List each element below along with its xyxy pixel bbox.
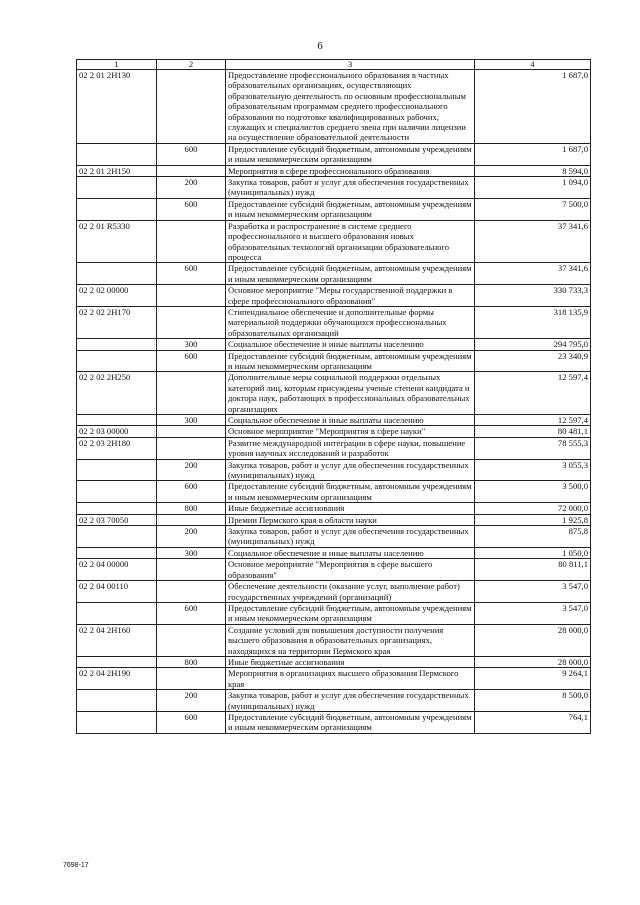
row-name-cell: Основное мероприятие "Мероприятия в сфере науки" (226, 426, 475, 437)
row-code-cell (77, 415, 157, 426)
column-header: 3 (226, 60, 475, 70)
row-amount-cell: 37 341,6 (475, 263, 591, 285)
row-expense-type-cell (157, 165, 226, 176)
table-row (77, 263, 591, 285)
row-name-cell: Предоставление субсидий бюджетным, автономным учреждениям и иным некоммерческим организациям (226, 143, 475, 165)
row-code-cell: 02 2 03 00000 (77, 426, 157, 437)
column-header: 1 (77, 60, 157, 70)
row-expense-type-cell: 300 (157, 339, 226, 350)
row-code-cell: 02 2 02 2Н250 (77, 372, 157, 415)
row-amount-cell: 80 811,1 (475, 559, 591, 581)
row-amount-cell: 12 597,4 (475, 372, 591, 415)
table-row (77, 514, 591, 525)
row-amount-cell: 764,1 (475, 711, 591, 733)
table-row (77, 177, 591, 199)
row-expense-type-cell: 600 (157, 481, 226, 503)
row-expense-type-cell: 800 (157, 656, 226, 667)
row-amount-cell: 3 547,0 (475, 581, 591, 603)
row-expense-type-cell (157, 624, 226, 656)
row-code-cell (77, 198, 157, 220)
row-amount-cell: 1 925,8 (475, 514, 591, 525)
row-name-cell: Мероприятия в организациях высшего образования Пермского края (226, 668, 475, 690)
table-row (77, 437, 591, 459)
row-amount-cell: 7 500,0 (475, 198, 591, 220)
row-code-cell: 02 2 03 2Н180 (77, 437, 157, 459)
table-row (77, 220, 591, 263)
row-code-cell (77, 263, 157, 285)
row-code-cell: 02 2 02 00000 (77, 285, 157, 307)
row-name-cell: Создание условий для повышения доступности получения высшего образования в образовательных организациях, находящихся на территории Пермского края (226, 624, 475, 656)
row-expense-type-cell: 200 (157, 526, 226, 548)
column-header: 4 (475, 60, 591, 70)
row-code-cell (77, 481, 157, 503)
row-name-cell: Закупка товаров, работ и услуг для обеспечения государственных (муниципальных) нужд (226, 526, 475, 548)
table-row (77, 668, 591, 690)
row-name-cell: Социальное обеспечение и иные выплаты населению (226, 415, 475, 426)
row-name-cell: Основное мероприятие "Меры государственной поддержки в сфере профессионального образования" (226, 285, 475, 307)
row-name-cell: Разработка и распространение в системе среднего профессионального и высшего образования новых образовательных технологий организации образовательного процесса (226, 220, 475, 263)
row-code-cell (77, 690, 157, 712)
row-code-cell: 02 2 04 2Н160 (77, 624, 157, 656)
row-code-cell (77, 339, 157, 350)
table-row (77, 624, 591, 656)
table-row (77, 581, 591, 603)
row-amount-cell: 3 547,0 (475, 602, 591, 624)
row-amount-cell: 80 481,1 (475, 426, 591, 437)
table-row (77, 602, 591, 624)
row-name-cell: Предоставление субсидий бюджетным, автономным учреждениям и иным некоммерческим организациям (226, 602, 475, 624)
row-name-cell: Стипендиальное обеспечение и дополнительные формы материальной поддержки обучающихся профессиональных образовательных организаций (226, 306, 475, 338)
table-row (77, 711, 591, 733)
row-code-cell (77, 602, 157, 624)
row-code-cell: 02 2 04 00000 (77, 559, 157, 581)
table-row (77, 198, 591, 220)
row-expense-type-cell (157, 220, 226, 263)
table-row (77, 306, 591, 338)
row-name-cell: Предоставление субсидий бюджетным, автономным учреждениям и иным некоммерческим организациям (226, 481, 475, 503)
row-code-cell: 02 2 01 2Н130 (77, 70, 157, 144)
row-amount-cell: 318 135,9 (475, 306, 591, 338)
row-amount-cell: 9 264,1 (475, 668, 591, 690)
row-amount-cell: 1 050,0 (475, 547, 591, 558)
row-code-cell: 02 2 01 2Н150 (77, 165, 157, 176)
row-expense-type-cell (157, 306, 226, 338)
row-amount-cell: 3 500,0 (475, 481, 591, 503)
row-name-cell: Закупка товаров, работ и услуг для обеспечения государственных (муниципальных) нужд (226, 177, 475, 199)
document-footer-code: 7698-17 (63, 862, 89, 869)
row-expense-type-cell: 200 (157, 459, 226, 481)
row-name-cell: Предоставление профессионального образования в частных образовательных организациях, осуществляющих образовательную деятельность по основным профессиональным образовательным программам среднего профессионального образования по подготовке квалифицированных рабочих, служащих и специалистов среднего звена при наличии лицензии на осуществление образовательной деятельности (226, 70, 475, 144)
table-row (77, 339, 591, 350)
row-code-cell: 02 2 04 2Н190 (77, 668, 157, 690)
table-row (77, 143, 591, 165)
row-expense-type-cell: 800 (157, 503, 226, 514)
row-amount-cell: 294 795,0 (475, 339, 591, 350)
row-name-cell: Закупка товаров, работ и услуг для обеспечения государственных (муниципальных) нужд (226, 690, 475, 712)
row-amount-cell: 23 340,9 (475, 350, 591, 372)
row-name-cell: Мероприятия в сфере профессионального образования (226, 165, 475, 176)
row-code-cell: 02 2 01 R5330 (77, 220, 157, 263)
row-expense-type-cell (157, 437, 226, 459)
row-expense-type-cell: 600 (157, 198, 226, 220)
row-name-cell: Предоставление субсидий бюджетным, автономным учреждениям и иным некоммерческим организациям (226, 198, 475, 220)
row-amount-cell: 12 597,4 (475, 415, 591, 426)
row-name-cell: Дополнительные меры социальной поддержки отдельных категорий лиц, которым присуждены ученые степени кандидата и доктора наук, работающих в профессиональных образовательных организациях (226, 372, 475, 415)
table-row (77, 481, 591, 503)
row-expense-type-cell (157, 285, 226, 307)
row-name-cell: Основное мероприятие "Мероприятия в сфере высшего образования" (226, 559, 475, 581)
row-expense-type-cell: 600 (157, 143, 226, 165)
row-amount-cell: 330 733,3 (475, 285, 591, 307)
table-row (77, 690, 591, 712)
row-expense-type-cell (157, 581, 226, 603)
row-expense-type-cell: 200 (157, 690, 226, 712)
column-header: 2 (157, 60, 226, 70)
row-code-cell: 02 2 04 00110 (77, 581, 157, 603)
table-row (77, 70, 591, 144)
row-expense-type-cell (157, 426, 226, 437)
row-name-cell: Предоставление субсидий бюджетным, автономным учреждениям и иным некоммерческим организациям (226, 263, 475, 285)
table-row (77, 459, 591, 481)
row-code-cell: 02 2 02 2Н170 (77, 306, 157, 338)
row-amount-cell: 37 341,6 (475, 220, 591, 263)
table-row (77, 503, 591, 514)
row-code-cell (77, 350, 157, 372)
row-name-cell: Обеспечение деятельности (оказание услуг, выполнение работ) государственных учреждений (организаций) (226, 581, 475, 603)
row-name-cell: Иные бюджетные ассигнования (226, 503, 475, 514)
row-expense-type-cell (157, 559, 226, 581)
table-row (77, 559, 591, 581)
row-name-cell: Социальное обеспечение и иные выплаты населению (226, 339, 475, 350)
row-expense-type-cell (157, 70, 226, 144)
row-code-cell (77, 459, 157, 481)
page-number: 6 (317, 40, 323, 52)
row-amount-cell: 1 094,0 (475, 177, 591, 199)
row-amount-cell: 72 000,0 (475, 503, 591, 514)
row-code-cell (77, 547, 157, 558)
table-row (77, 372, 591, 415)
table-header-row (77, 60, 591, 70)
row-amount-cell: 1 687,0 (475, 70, 591, 144)
row-amount-cell: 8 500,0 (475, 690, 591, 712)
row-amount-cell: 3 055,3 (475, 459, 591, 481)
row-code-cell: 02 2 03 70050 (77, 514, 157, 525)
row-amount-cell: 875,8 (475, 526, 591, 548)
row-expense-type-cell: 600 (157, 263, 226, 285)
table-row (77, 656, 591, 667)
row-expense-type-cell: 600 (157, 711, 226, 733)
row-expense-type-cell: 200 (157, 177, 226, 199)
table-row (77, 165, 591, 176)
row-code-cell (77, 143, 157, 165)
table-row (77, 350, 591, 372)
row-code-cell (77, 177, 157, 199)
row-amount-cell: 8 594,0 (475, 165, 591, 176)
table-row (77, 547, 591, 558)
row-expense-type-cell: 600 (157, 602, 226, 624)
row-amount-cell: 1 687,0 (475, 143, 591, 165)
row-name-cell: Закупка товаров, работ и услуг для обеспечения государственных (муниципальных) нужд (226, 459, 475, 481)
row-expense-type-cell (157, 372, 226, 415)
row-code-cell (77, 503, 157, 514)
row-code-cell (77, 656, 157, 667)
row-expense-type-cell: 600 (157, 350, 226, 372)
budget-table (76, 59, 591, 734)
row-expense-type-cell (157, 668, 226, 690)
table-row (77, 526, 591, 548)
row-code-cell (77, 711, 157, 733)
row-name-cell: Предоставление субсидий бюджетным, автономным учреждениям и иным некоммерческим организациям (226, 350, 475, 372)
row-name-cell: Развитие международной интеграции в сфере науки, повышение уровня научных исследований и разработок (226, 437, 475, 459)
table-row (77, 426, 591, 437)
table-body (77, 70, 591, 734)
row-amount-cell: 28 000,0 (475, 656, 591, 667)
row-amount-cell: 28 000,0 (475, 624, 591, 656)
row-name-cell: Премии Пермского края в области науки (226, 514, 475, 525)
row-name-cell: Предоставление субсидий бюджетным, автономным учреждениям и иным некоммерческим организациям (226, 711, 475, 733)
table-row (77, 285, 591, 307)
row-name-cell: Иные бюджетные ассигнования (226, 656, 475, 667)
row-code-cell (77, 526, 157, 548)
row-name-cell: Социальное обеспечение и иные выплаты населению (226, 547, 475, 558)
row-expense-type-cell: 300 (157, 547, 226, 558)
row-expense-type-cell: 300 (157, 415, 226, 426)
row-amount-cell: 78 555,3 (475, 437, 591, 459)
row-expense-type-cell (157, 514, 226, 525)
table-row (77, 415, 591, 426)
